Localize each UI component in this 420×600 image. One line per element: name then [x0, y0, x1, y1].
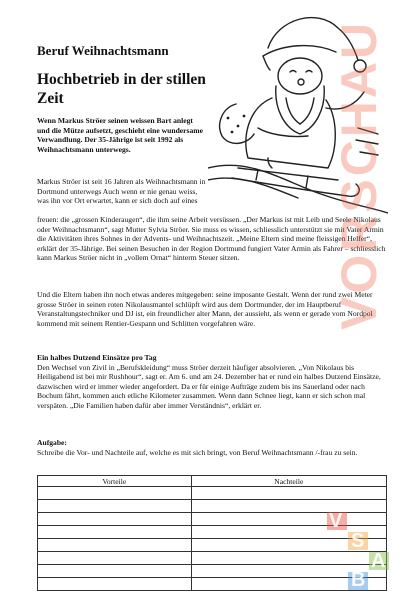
cell-vorteil[interactable] [38, 565, 192, 578]
paragraph-text: freuen: die „grossen Kinderaugen“, die ihm seine Arbeit versüssen. „Der Markus ist mit Leib und Seele Nikolaus oder Weihnachtsmann“, sagt Mutter Sylvia Ströer. Sie muss es wissen, schliesslich unterstützt sie mit Vater Armin die Aktivitäten ihres Sohnes in der Advents- und Weihnachtszeit. „Meine Eltern sind meine fleissigen Helfer“, erklärt der 35-Jährige. Bei seinen Besuchen in der Region Dortmund fungiert Vater Armin als Fahrer – schliesslich kann Markus Ströer nicht in „vollem Ornat“ hinterm Steuer sitzen. [37, 215, 386, 263]
paragraph-stature [37, 290, 387, 328]
column-header-vorteile: Vorteile [38, 476, 192, 487]
headline: Hochbetrieb in der stillen Zeit [37, 71, 206, 107]
kicker-title: Beruf Weihnachtsmann [37, 43, 169, 58]
task-text: Schreibe die Vor- und Nachteile auf, welche es mit sich bringt, von Beruf Weihnachtsmann /-frau zu sein. [37, 447, 358, 457]
column-header-nachteile: Nachteile [191, 476, 386, 487]
lead-paragraph: Wenn Markus Ströer seinen weissen Bart anlegt und die Mütze aufsetzt, geschieht eine wundersame Verwandlung. Der 35-Jährige ist seit 1992 als Weihnachtsmann unterwegs. [37, 116, 203, 154]
table-row [38, 487, 387, 500]
paragraph-intro-wide [37, 215, 387, 263]
task-heading: Aufgabe: [37, 438, 67, 447]
logo-letter: A [371, 550, 386, 572]
cell-nachteil[interactable] [191, 500, 386, 513]
paragraph-text: Und die Eltern haben ihn noch etwas anderes mitgegeben: seine imposante Gestalt. Wenn der rund zwei Meter grosse Ströer in seinen roten Nikolausmantel schlüpft wird aus dem Dortmunder, der im Hauptberuf Veranstaltungstechniker und DJ ist, ein freundlicher alter Mann, der aussieht, als wenn er gerade vom Nordpol kommend mit seinem Rentier-Gespann und Schlitten vorgefahren wäre. [37, 290, 373, 328]
cell-vorteil[interactable] [38, 552, 192, 565]
vorschau-watermark: VORSCHAU [331, 19, 387, 330]
paragraph-text: Den Wechsel von Zivil in „Berufskleidung“ muss Ströer derzeit häufiger absolvieren. „Von Nikolaus bis Heiligabend ist bei mir Rushhour“, sagt er. Am 6. und am 24. Dezember hat er rund ein halbes Dutzend Einsätze, dazwischen wird er immer wieder angefordert. Da er für einige Aufträge zudem bis ins Sauerland oder nach Bochum fährt, kommen auch etliche Kilometer zusammen. Wenn dann Schnee liegt, kann er sich schon mal verspäten. „Die Familien haben dafür aber immer Verständnis“, erklärt er. [37, 362, 381, 410]
section-subheading: Ein halbes Dutzend Einsätze pro Tag [37, 353, 157, 362]
section-einsaetze [37, 353, 387, 411]
vsab-logo [327, 512, 389, 590]
logo-letter: S [351, 530, 365, 552]
santa-on-sled-icon [208, 8, 388, 218]
task-section [37, 438, 387, 457]
logo-letter: V [329, 510, 343, 532]
paragraph-intro-narrow: Markus Ströer ist seit 16 Jahren als Weihnachtsmann in Dortmund unterwegs Auch wenn er nie genau weiss, was ihn vor Ort erwartet, kann er sich doch auf eines [37, 177, 206, 206]
cell-vorteil[interactable] [38, 500, 192, 513]
cell-vorteil[interactable] [38, 578, 192, 591]
cell-vorteil[interactable] [38, 539, 192, 552]
cell-vorteil[interactable] [38, 513, 192, 526]
cell-vorteil[interactable] [38, 526, 192, 539]
cell-vorteil[interactable] [38, 487, 192, 500]
cell-nachteil[interactable] [191, 487, 386, 500]
logo-letter: B [351, 569, 366, 591]
